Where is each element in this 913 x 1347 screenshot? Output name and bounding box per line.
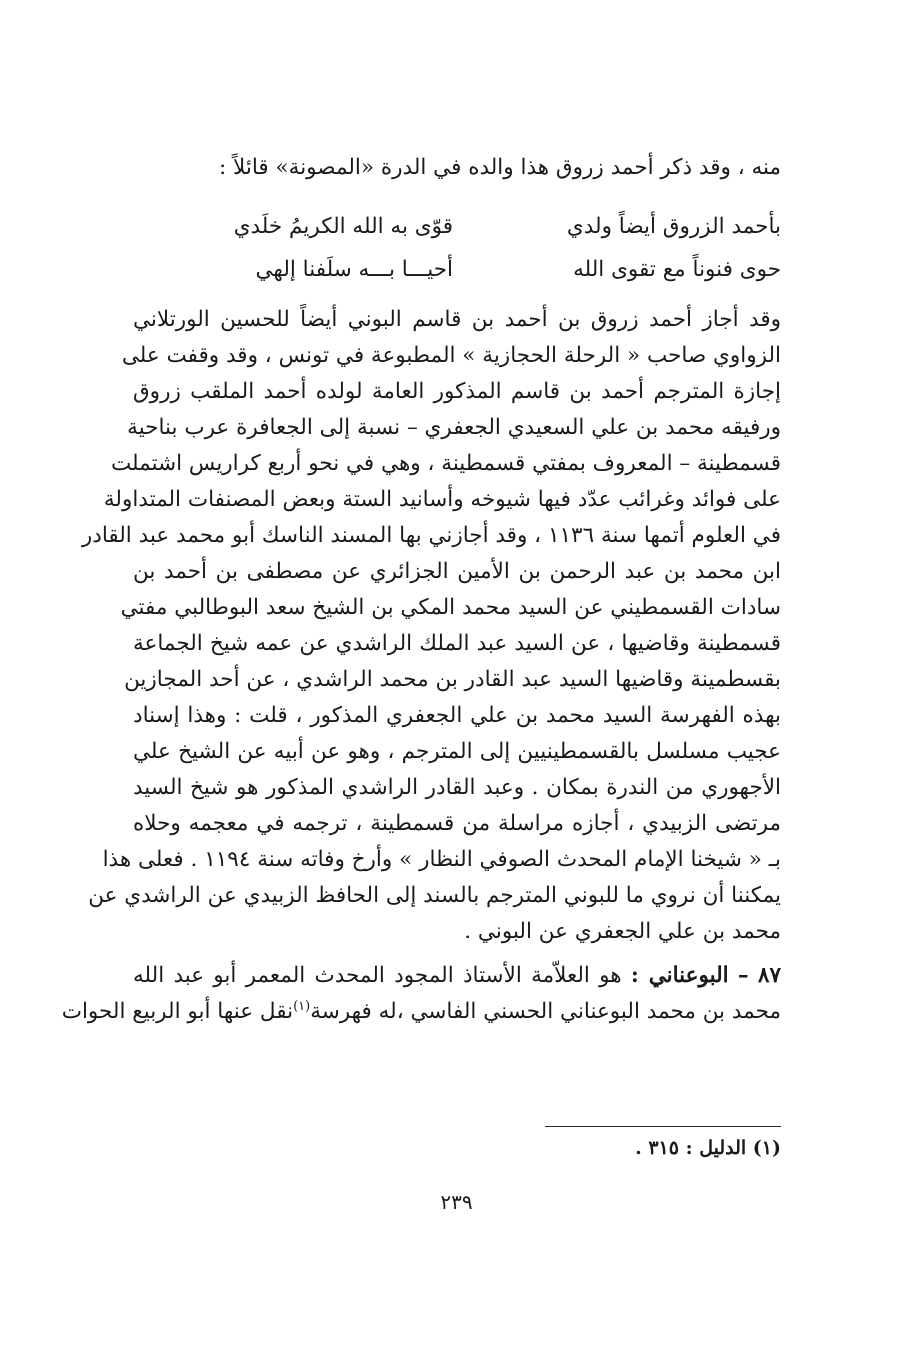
paragraph-line: قسمطينة وقاضيها ، عن السيد عبد الملك الراشدي عن عمه شيخ الجماعة [133,631,781,656]
paragraph-line: ورفيقه محمد بن علي السعيدي الجعفري – نسبة إلى الجعافرة عرب بناحية [127,415,781,440]
paragraph-line: مرتضى الزبيدي ، أجازه مراسلة من قسمطينة ، ترجمه في معجمه وحلاه [133,811,781,836]
entry-description-end: نقل عنها أبو الربيع الحوات [61,999,294,1024]
paragraph-line: بـ « شيخنا الإمام المحدث الصوفي النظار » وأرخ وفاته سنة ١١٩٤ . فعلى هذا [102,847,781,872]
paragraph-line: بهذه الفهرسة السيد محمد بن علي الجعفري المذكور ، قلت : وهذا إسناد [133,703,781,728]
page-number: ٢٣٩ [440,1190,473,1214]
paragraph-line: الزواوي صاحب « الرحلة الحجازية » المطبوعة في تونس ، وقد وقفت على [121,343,781,368]
paragraph-line: عجيب مسلسل بالقسمطينيين إلى المترجم ، وهو عن أبيه عن الشيخ علي [133,739,781,764]
paragraph-line: إجازة المترجم أحمد بن قاسم المذكور العامة لولده أحمد الملقب زروق [133,379,781,404]
paragraph-line: قسمطينة – المعروف بمفتي قسمطينة ، وهي في نحو أربع كراريس اشتملت [110,451,781,476]
entry-description: هو العلاّمة الأستاذ المجود المحدث المعمر أبو عبد الله [133,963,622,988]
entry-name: البوعناني : [630,963,729,988]
paragraph-line: بقسطمينة وقاضيها السيد عبد القادر بن محمد الراشدي ، عن أحد المجازين [124,667,781,692]
paragraph-line: سادات القسمطيني عن السيد محمد المكي بن الشيخ سعد البوطالبي مفتي [120,595,781,620]
footnote-divider [545,1126,781,1127]
entry-number: ٨٧ [757,963,782,988]
verse-1-first-hemistich: بأحمد الزروق أيضاً ولدي [566,214,781,239]
footnote: (١) الدليل : ٣١٥ . [635,1137,781,1159]
paragraph-line: يمكننا أن نروي ما للبوني المترجم بالسند إلى الحافظ الزبيدي عن الراشدي عن [88,883,781,908]
paragraph-line: وقد أجاز أحمد زروق بن أحمد بن قاسم البوني أيضاً للحسين الورتلاني [133,307,781,332]
intro-line: منه ، وقد ذكر أحمد زروق هذا والده في الدرة «المصونة» قائلاً : [218,155,781,180]
footnote-reference: (١) [293,998,311,1014]
paragraph-line: ابن محمد بن عبد الرحمن بن الأمين الجزائري عن مصطفى بن أحمد بن [133,559,781,584]
entry-description-cont: محمد بن محمد البوعناني الحسني الفاسي ،له فهرسة [310,999,781,1024]
entry-87-line-1 [133,961,781,991]
paragraph-line: محمد بن علي الجعفري عن البوني . [464,919,781,944]
paragraph-line: على فوائد وغرائب عدّد فيها شيوخه وأسانيد الستة وبعض المصنفات المتداولة [103,487,781,512]
entry-87-line-2 [61,997,781,1027]
paragraph-line: الأجهوري من الندرة بمكان . وعبد القادر الراشدي المذكور هو شيخ السيد [133,775,781,800]
verse-2-second-hemistich: أحيـــا بـــه سلَفنا إلهي [255,257,453,282]
verse-1-second-hemistich: قوّى به الله الكريمُ خلَدي [233,214,453,239]
entry-dash: – [737,963,749,988]
paragraph-line: في العلوم أتمها سنة ١١٣٦ ، وقد أجازني بها المسند الناسك أبو محمد عبد القادر [81,523,781,548]
verse-2-first-hemistich: حوى فنوناً مع تقوى الله [573,257,781,282]
